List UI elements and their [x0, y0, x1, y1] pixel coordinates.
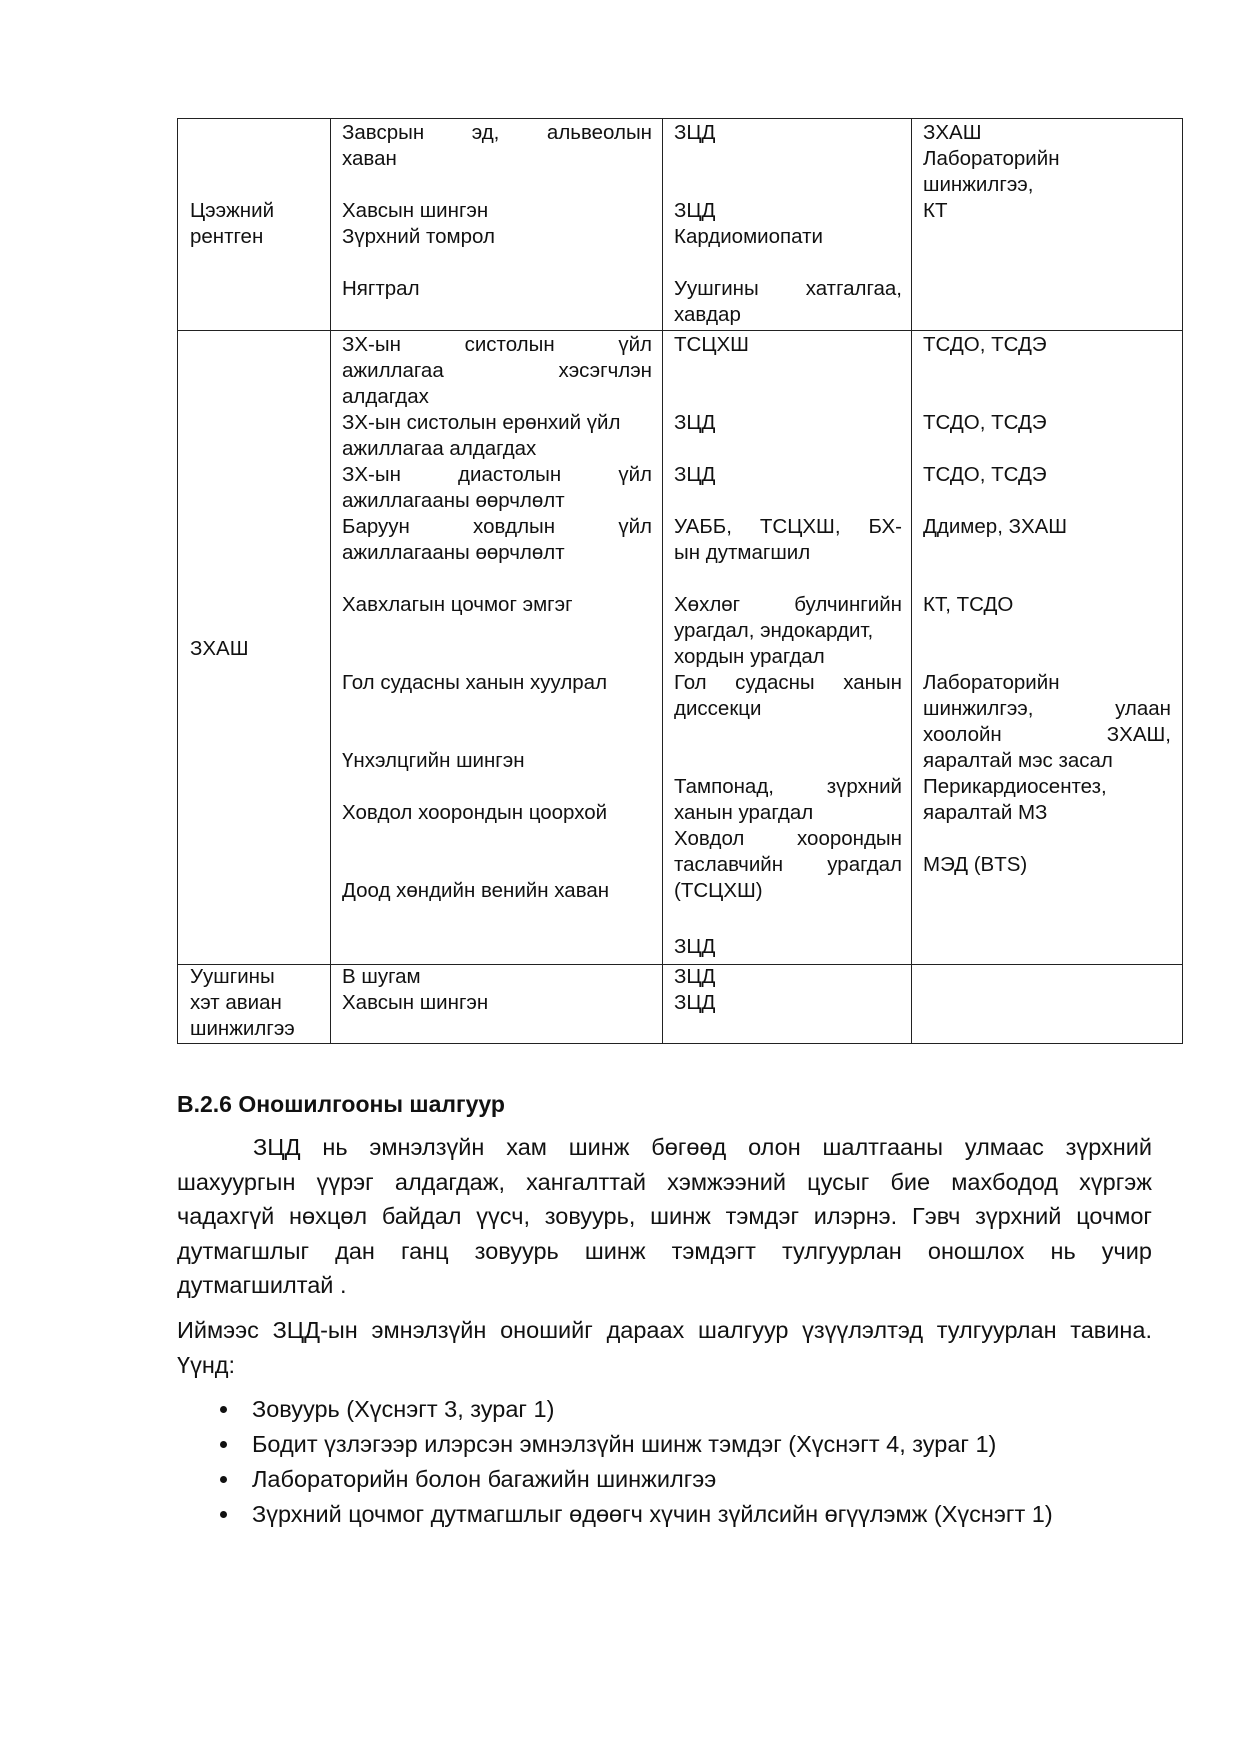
paragraph-line: Үүнд:: [177, 1351, 236, 1378]
bullet-icon: [220, 1441, 227, 1448]
test-cell: Лабораторийн: [923, 671, 1060, 694]
test-cell: Ддимер, ЗХАШ: [923, 515, 1068, 538]
test-cell: МЭД (BTS): [923, 853, 1028, 876]
paragraph-line: дутмагшилтай .: [177, 1272, 347, 1298]
finding-cell: Хавсын шингэн: [342, 991, 489, 1014]
cause-cell: ЗЦД: [674, 935, 716, 958]
paragraph-1: [177, 1130, 1152, 1303]
row-label-echo: ЗХАШ: [190, 637, 249, 660]
test-cell: шинжилгээ, улаан: [923, 697, 1171, 720]
test-cell: Лабораторийн: [923, 147, 1060, 170]
finding-cell: В шугам: [342, 965, 421, 988]
finding-cell: Хавсын шингэн: [342, 199, 489, 222]
test-cell: яаралтай мэс засал: [923, 749, 1113, 772]
paragraph-line: чадахгүй нөхцөл байдал үүсч, зовуурь, шинж тэмдэг илэрнэ. Гэвч зүрхний цочмог: [177, 1203, 1152, 1229]
test-cell: КТ, ТСДО: [923, 593, 1014, 616]
table-col-divider: [330, 119, 331, 1043]
finding-cell: Баруун ховдлын үйл: [342, 515, 652, 538]
finding-cell: Ховдол хоорондын цоорхой: [342, 801, 608, 824]
table-col-divider: [662, 119, 663, 1043]
diagnostic-table: [177, 118, 1183, 1044]
document-page: Цээжний рентген Завсрын эд, альвеолын хаван Хавсын шингэн Зүрхний томрол Нягтрал ЗЦД ЗЦД Кардиомиопати Уушгины хатгалгаа, хавдар ЗХАШ Лабораторийн шинжилгээ, КТ ЗХАШ ЗХ-ын систолын үйл ажиллагаа хэсэгчлэн алдагдах ЗХ-ын систолын ерөнхий үйл ажиллагаа алдагдах ЗХ-ын диастолын үйл ажиллагааны өөрчлөлт Баруун ховдлын үйл ажиллагааны өөрчлөлт Хавхлагын цочмог эмгэг Гол судасны ханын хуулрал Үнхэлцгийн шингэн Ховдол хоорондын цоорхой Доод хөндийн венийн хаван ТСЦХШ ЗЦД ЗЦД УАББ, ТСЦХШ, БХ- ын дутмагшил Хөхлөг булчингийн урагдал, эндокардит, хордын урагдал Гол судасны ханын диссекци Тампонад, зүрхний ханын урагдал Ховдол хоорондын таславчийн урагдал (ТСЦХШ) ЗЦД ТСДО, ТСДЭ ТСДО, ТСДЭ ТСДО, ТСДЭ Ддимер, ЗХАШ КТ, ТСДО Лабораторийн шинжилгээ, улаан хоолойн ЗХАШ, яаралтай мэс засал Перикардиосентез, яаралтай МЗ МЭД (BTS) Уушгины хэт авиан шинжилгээ В шугам Хавсын шингэн ЗЦД ЗЦД В.2.6 Оношилгооны шалгуур ЗЦД нь эмнэлзүйн хам шинж бөгөөд олон шалтгааны улмаас зүрхний шахуургын үүрэг алдагдаж, хангалттай хэмжээний цусыг бие махбодод хүргэж чадахгүй нөхцөл байдал үүсч, зовуурь, шинж тэмдэг илэрнэ. Гэвч зүрхний цочмог дутмагшлыг дан ганц зовуурь шинж тэмдэгт тулгуурлан оношлох нь учир дутмагшилтай . Иймээс ЗЦД-ын эмнэлзүйн оношийг дараах шалгуур үзүүлэлтэд тулгуурлан тавина. Үүнд: Зовуурь (Хүснэгт 3, зураг 1) Бодит үзлэгээр илэрсэн эмнэлзүйн шинж тэмдэг (Хүснэгт 4, зураг 1) Лабораторийн болон багажийн шинжилгээ Зүрхний цочмог дутмагшлыг өдөөгч хүчин зүйлсийн өгүүлэмж (Хүснэгт 1): [0, 0, 1240, 1752]
test-cell: Перикардиосентез,: [923, 775, 1107, 798]
finding-cell: хаван: [342, 147, 397, 170]
table-col-divider: [911, 119, 912, 1043]
test-cell: хоолойн ЗХАШ,: [923, 723, 1171, 746]
cause-cell: хордын урагдал: [674, 645, 825, 668]
cause-cell: ЗЦД: [674, 463, 716, 486]
finding-cell: ажиллагааны өөрчлөлт: [342, 489, 565, 512]
finding-cell: ЗХ-ын систолын үйл: [342, 333, 652, 356]
cause-cell: диссекци: [674, 697, 762, 720]
finding-cell: Гол судасны ханын хуулрал: [342, 671, 608, 694]
cause-cell: УАББ, ТСЦХШ, БХ-: [674, 515, 902, 538]
bullet-icon: [220, 1476, 227, 1483]
finding-cell: Хавхлагын цочмог эмгэг: [342, 593, 573, 616]
cause-cell: урагдал, эндокардит,: [674, 619, 874, 642]
finding-cell: Доод хөндийн венийн хаван: [342, 879, 610, 902]
row-label-chest-xray-line2: рентген: [190, 225, 264, 248]
cause-cell: Ховдол хоорондын: [674, 827, 902, 850]
test-cell: ТСДО, ТСДЭ: [923, 463, 1047, 486]
cause-cell: ханын урагдал: [674, 801, 814, 824]
paragraph-line: дутмагшлыг дан ганц зовуурь шинж тэмдэгт тулгуурлан оношлох нь учир: [177, 1237, 1152, 1264]
finding-cell: Нягтрал: [342, 277, 420, 300]
finding-cell: ЗХ-ын диастолын үйл: [342, 463, 652, 486]
finding-cell: ЗХ-ын систолын ерөнхий үйл: [342, 411, 621, 434]
paragraph-line: ЗЦД нь эмнэлзүйн хам шинж бөгөөд олон шалтгааны улмаас зүрхний: [253, 1134, 1152, 1160]
finding-cell: алдагдах: [342, 385, 429, 408]
finding-cell: ажиллагаа алдагдах: [342, 437, 537, 460]
bullet-icon: [220, 1511, 227, 1518]
test-cell: КТ: [923, 199, 948, 222]
finding-cell: ажиллагааны өөрчлөлт: [342, 541, 565, 564]
test-cell: шинжилгээ,: [923, 173, 1034, 196]
row-label-lung-ultrasound-line3: шинжилгээ: [190, 1017, 295, 1040]
cause-cell: ЗЦД: [674, 991, 716, 1014]
paragraph-2: [177, 1313, 1152, 1382]
row-label-lung-ultrasound-line2: хэт авиан: [190, 991, 282, 1014]
cause-cell: Кардиомиопати: [674, 225, 823, 248]
test-cell: ЗХАШ: [923, 121, 982, 144]
row-label-lung-ultrasound-line1: Уушгины: [190, 965, 275, 988]
cause-cell: Тампонад, зүрхний: [674, 775, 902, 798]
cause-cell: ЗЦД: [674, 121, 716, 144]
finding-cell: Завсрын эд, альвеолын: [342, 121, 652, 144]
table-row-divider: [178, 330, 1182, 331]
finding-cell: Үнхэлцгийн шингэн: [342, 749, 525, 772]
cause-cell: ЗЦД: [674, 411, 716, 434]
paragraph-line: Иймээс ЗЦД-ын эмнэлзүйн оношийг дараах шалгуур үзүүлэлтэд тулгуурлан тавина.: [177, 1317, 1152, 1343]
finding-cell: ажиллагаа хэсэгчлэн: [342, 359, 652, 382]
paragraph-line: шахуургын үүрэг алдагдаж, хангалттай хэмжээний цусыг бие махбодод хүргэж: [177, 1168, 1152, 1195]
cause-cell: Гол судасны ханын: [674, 671, 902, 694]
cause-cell: ЗЦД: [674, 199, 716, 222]
row-label-chest-xray-line1: Цээжний: [190, 199, 275, 222]
cause-cell: ын дутмагшил: [674, 541, 811, 564]
test-cell: яаралтай МЗ: [923, 801, 1048, 824]
cause-cell: Уушгины хатгалгаа,: [674, 277, 902, 300]
cause-cell: (ТСЦХШ): [674, 879, 763, 902]
cause-cell: хавдар: [674, 303, 741, 326]
test-cell: ТСДО, ТСДЭ: [923, 411, 1047, 434]
finding-cell: Зүрхний томрол: [342, 225, 495, 248]
test-cell: ТСДО, ТСДЭ: [923, 333, 1047, 356]
bullet-icon: [220, 1406, 227, 1413]
cause-cell: ЗЦД: [674, 965, 716, 988]
cause-cell: Хөхлөг булчингийн: [674, 593, 902, 616]
cause-cell: ТСЦХШ: [674, 333, 749, 356]
cause-cell: таславчийн урагдал: [674, 853, 902, 876]
section-heading: В.2.6 Оношилгооны шалгуур: [177, 1091, 505, 1117]
